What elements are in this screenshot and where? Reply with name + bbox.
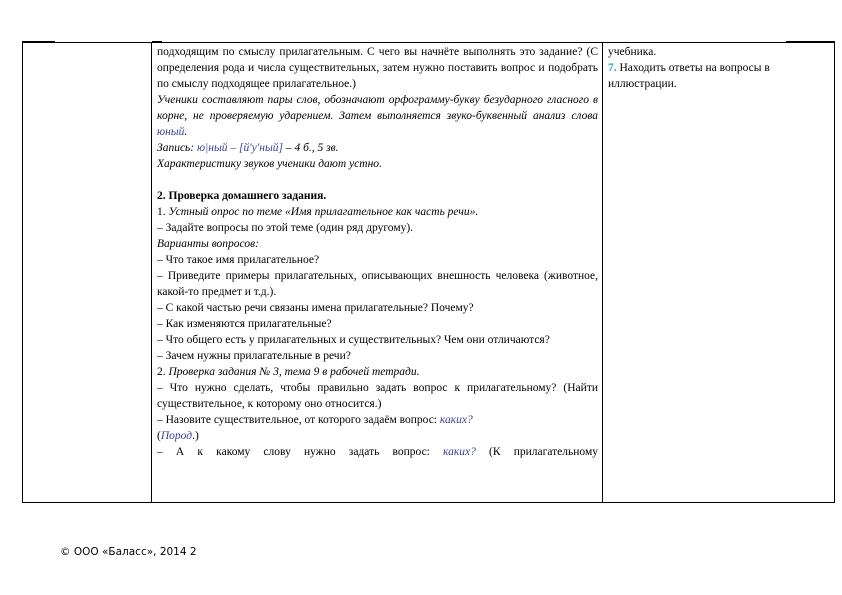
answer-word: Пород xyxy=(160,430,193,442)
activity-step xyxy=(608,60,813,92)
table-top-rule-segment xyxy=(786,41,835,43)
activities-column xyxy=(608,44,813,92)
noun-question: – Назовите существительное, от которого задаём вопрос: каких? xyxy=(157,414,473,426)
question-word: каких? xyxy=(443,446,476,458)
record-line xyxy=(157,140,598,156)
workbook-check-title: Проверка задания № 3, тема 9 в рабочей тетради. xyxy=(168,366,420,378)
step-text: Находить ответы на вопросы в иллюстрации. xyxy=(608,62,770,90)
question-item: – С какой частью речи связаны имена прилагательные? Почему? xyxy=(157,302,474,314)
oral-survey-item: 1. Устный опрос по теме «Имя прилагательное как часть речи». xyxy=(157,206,479,218)
question-item: – Что общего есть у прилагательных и существительных? Чем они отличаются? xyxy=(157,334,550,346)
workbook-question: – Что нужно сделать, чтобы правильно задать вопрос к прилагательному? (Найти существительное, к которому оно относится.) xyxy=(157,382,598,410)
record-transcription: ю|ный – [й'у'ный] xyxy=(197,142,283,154)
adjective-question: – А к какому слову нужно задать вопрос: каких? (К прилагательному xyxy=(157,446,598,458)
step-number: 7. xyxy=(608,62,617,74)
students-activity-text: Ученики составляют пары слов, обозначают орфограмму-букву безударного гласного в корне, не проверяемую ударением. Затем выполняется звуко-буквенный анализ слова xyxy=(157,94,598,122)
record-rest: – 4 б., 5 зв. xyxy=(282,142,339,154)
oral-survey-title: Устный опрос по теме «Имя прилагательное как часть речи». xyxy=(168,206,479,218)
analysis-word: юный xyxy=(157,126,185,138)
table-top-rule-segment xyxy=(152,41,162,43)
activities-line: учебника. xyxy=(608,46,657,58)
question-item: – Приведите примеры прилагательных, описывающих внешность человека (животное, какой-то предмет и т.д.). xyxy=(157,270,598,298)
question-variants-label: Варианты вопросов: xyxy=(157,238,259,250)
table-top-border xyxy=(22,42,835,43)
column-divider-2 xyxy=(602,42,603,503)
noun-answer: (Пород.) xyxy=(157,430,199,442)
intro-paragraph: подходящим по смыслу прилагательным. С чего вы начнёте выполнять это задание? (С определения рода и числа существительных, затем нужно поставить вопрос и подобрать по смыслу подходящее прилагательное.) xyxy=(157,46,598,90)
page-footer: © ООО «Баласс», 2014 2 xyxy=(60,546,197,558)
ask-questions-line: – Задайте вопросы по этой теме (один ряд другому). xyxy=(157,222,414,234)
students-activity-paragraph: Ученики составляют пары слов, обозначают орфограмму-букву безударного гласного в корне, не проверяемую ударением. Затем выполняется звуко-буквенный анализ слова юный. xyxy=(157,94,598,138)
question-item: – Как изменяются прилагательные? xyxy=(157,318,332,330)
table-bottom-border xyxy=(22,502,835,503)
record-label: Запись: xyxy=(157,142,197,154)
column-divider-1 xyxy=(151,42,152,503)
sounds-characteristic-line: Характеристику звуков ученики дают устно. xyxy=(157,158,382,170)
lesson-content-column xyxy=(157,44,598,460)
question-item: – Что такое имя прилагательное? xyxy=(157,254,320,266)
table-left-border xyxy=(22,42,23,503)
workbook-check-item: 2. Проверка задания № 3, тема 9 в рабочей тетради. xyxy=(157,366,420,378)
table-right-border xyxy=(834,42,835,503)
homework-check-heading: 2. Проверка домашнего задания. xyxy=(157,190,327,202)
table-top-rule-segment xyxy=(22,41,55,43)
question-item: – Зачем нужны прилагательные в речи? xyxy=(157,350,351,362)
question-word: каких? xyxy=(439,414,473,426)
